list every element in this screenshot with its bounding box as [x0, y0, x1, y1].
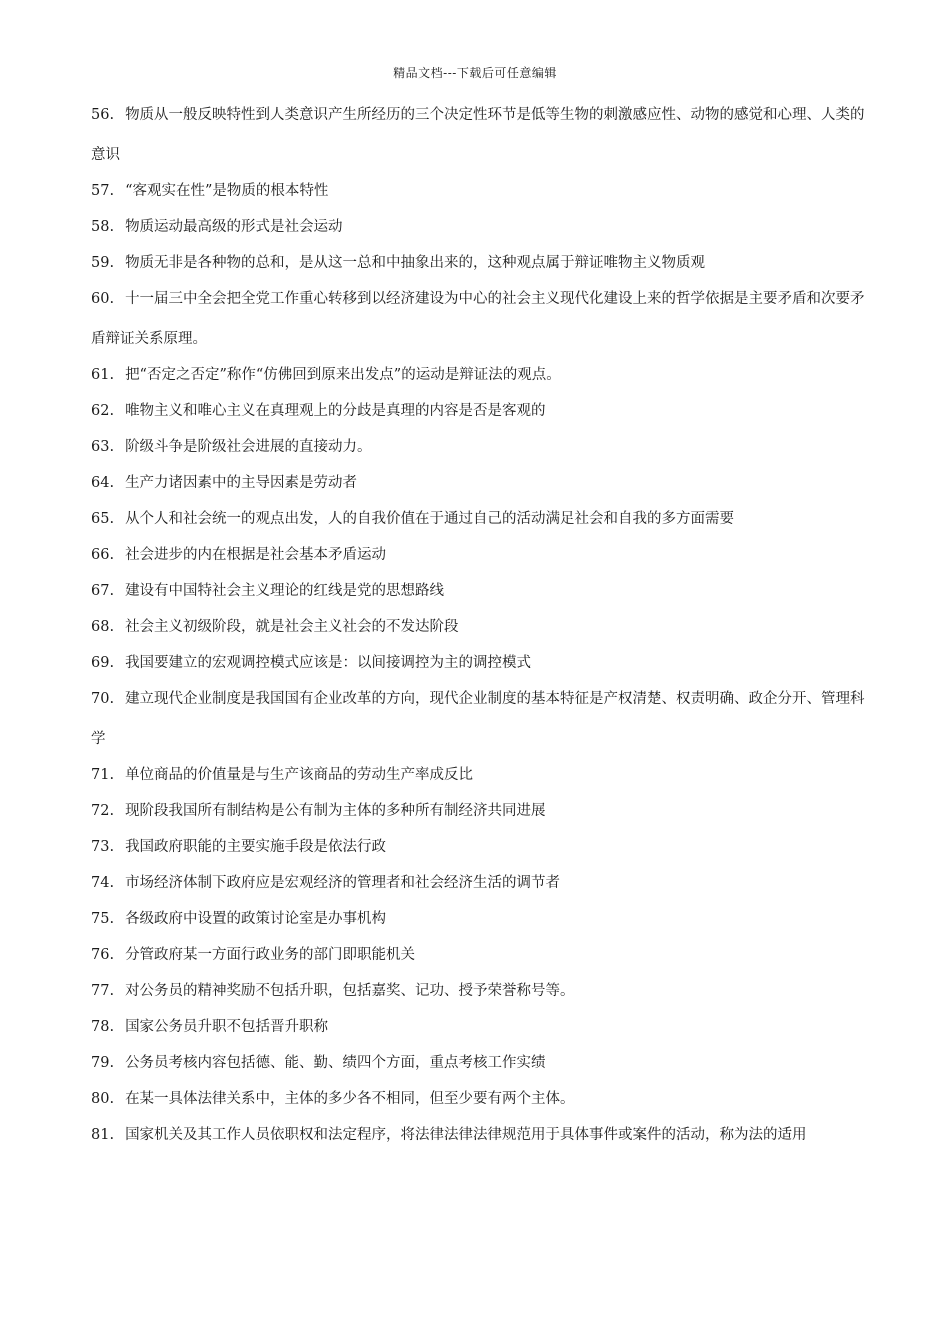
- item-text: 生产力诸因素中的主导因素是劳动者: [125, 475, 358, 491]
- item-number: 74.: [91, 875, 115, 891]
- list-item: [91, 1115, 866, 1155]
- item-text: 十一届三中全会把全党工作重心转移到以经济建设为中心的社会主义现代化建设上来的哲学依据是主要矛盾和次要矛盾辩证关系原理。: [91, 291, 865, 347]
- item-text: 国家机关及其工作人员依职权和法定程序，将法律法律法律规范用于具体事件或案件的活动，称为法的适用: [125, 1127, 807, 1143]
- item-text: 建立现代企业制度是我国国有企业改革的方向，现代企业制度的基本特征是产权清楚、权责明确、政企分开、管理科学: [91, 691, 865, 747]
- list-item: [91, 393, 866, 429]
- item-text: 建设有中国特社会主义理论的红线是党的思想路线: [125, 583, 445, 599]
- list-item: [91, 1009, 866, 1045]
- list-item: [91, 357, 866, 393]
- item-number: 64.: [91, 475, 115, 491]
- item-number: 71.: [91, 767, 115, 783]
- list-item: [91, 793, 866, 829]
- list-item: [91, 173, 866, 209]
- item-text: 公务员考核内容包括德、能、勤、绩四个方面，重点考核工作实绩: [125, 1055, 546, 1071]
- list-item: [91, 429, 866, 465]
- item-text: 物质从一般反映特性到人类意识产生所经历的三个决定性环节是低等生物的刺激感应性、动物的感觉和心理、人类的意识: [91, 107, 865, 163]
- item-number: 75.: [91, 911, 115, 927]
- item-text: “客观实在性”是物质的根本特性: [125, 183, 329, 199]
- list-item: [91, 645, 866, 681]
- item-number: 69.: [91, 655, 115, 671]
- item-text: 在某一具体法律关系中，主体的多少各不相同，但至少要有两个主体。: [125, 1091, 575, 1107]
- item-number: 57.: [91, 183, 115, 199]
- item-number: 70.: [91, 691, 115, 707]
- list-item: [91, 1081, 866, 1117]
- item-text: 物质运动最高级的形式是社会运动: [125, 219, 343, 235]
- item-text: 唯物主义和唯心主义在真理观上的分歧是真理的内容是否是客观的: [125, 403, 546, 419]
- item-number: 66.: [91, 547, 115, 563]
- item-text: 社会主义初级阶段，就是社会主义社会的不发达阶段: [125, 619, 459, 635]
- item-text: 物质无非是各种物的总和，是从这一总和中抽象出来的，这种观点属于辩证唯物主义物质观: [125, 255, 706, 271]
- item-number: 61.: [91, 367, 115, 383]
- item-number: 80.: [91, 1091, 115, 1107]
- item-text: 国家公务员升职不包括晋升职称: [125, 1019, 329, 1035]
- item-number: 62.: [91, 403, 115, 419]
- list-item: [91, 829, 866, 865]
- list-item: [91, 865, 866, 901]
- list-item: [91, 901, 866, 937]
- item-number: 59.: [91, 255, 115, 271]
- item-number: 67.: [91, 583, 115, 599]
- list-item: [91, 973, 866, 1009]
- item-number: 68.: [91, 619, 115, 635]
- item-number: 63.: [91, 439, 115, 455]
- item-number: 65.: [91, 511, 115, 527]
- item-text: 把“否定之否定”称作“仿佛回到原来出发点”的运动是辩证法的观点。: [125, 367, 561, 383]
- item-text: 我国政府职能的主要实施手段是依法行政: [125, 839, 387, 855]
- item-number: 58.: [91, 219, 115, 235]
- item-number: 81.: [91, 1127, 115, 1143]
- document-body: [91, 97, 866, 1153]
- list-item: [91, 245, 866, 281]
- item-text: 分管政府某一方面行政业务的部门即职能机关: [125, 947, 416, 963]
- item-number: 72.: [91, 803, 115, 819]
- list-item: [91, 937, 866, 973]
- list-item: [91, 1045, 866, 1081]
- item-text: 市场经济体制下政府应是宏观经济的管理者和社会经济生活的调节者: [125, 875, 561, 891]
- item-text: 我国要建立的宏观调控模式应该是：以间接调控为主的调控模式: [125, 655, 532, 671]
- item-number: 60.: [91, 291, 115, 307]
- item-number: 78.: [91, 1019, 115, 1035]
- list-item: [91, 679, 866, 759]
- list-item: [91, 757, 866, 793]
- item-text: 各级政府中设置的政策讨论室是办事机构: [125, 911, 387, 927]
- item-text: 单位商品的价值量是与生产该商品的劳动生产率成反比: [125, 767, 474, 783]
- item-text: 现阶段我国所有制结构是公有制为主体的多种所有制经济共同进展: [125, 803, 546, 819]
- item-number: 76.: [91, 947, 115, 963]
- list-item: [91, 537, 866, 573]
- list-item: [91, 279, 866, 359]
- item-number: 73.: [91, 839, 115, 855]
- list-item: [91, 573, 866, 609]
- list-item: [91, 209, 866, 245]
- item-text: 对公务员的精神奖励不包括升职，包括嘉奖、记功、授予荣誉称号等。: [125, 983, 575, 999]
- page-header: 精品文档---下载后可任意编辑: [393, 66, 557, 80]
- item-number: 56.: [91, 107, 115, 123]
- list-item: [91, 609, 866, 645]
- item-number: 77.: [91, 983, 115, 999]
- list-item: [91, 95, 866, 175]
- item-text: 从个人和社会统一的观点出发，人的自我价值在于通过自己的活动满足社会和自我的多方面需要: [125, 511, 735, 527]
- list-item: [91, 465, 866, 501]
- item-text: 社会进步的内在根据是社会基本矛盾运动: [125, 547, 387, 563]
- item-number: 79.: [91, 1055, 115, 1071]
- item-text: 阶级斗争是阶级社会进展的直接动力。: [125, 439, 372, 455]
- list-item: [91, 501, 866, 537]
